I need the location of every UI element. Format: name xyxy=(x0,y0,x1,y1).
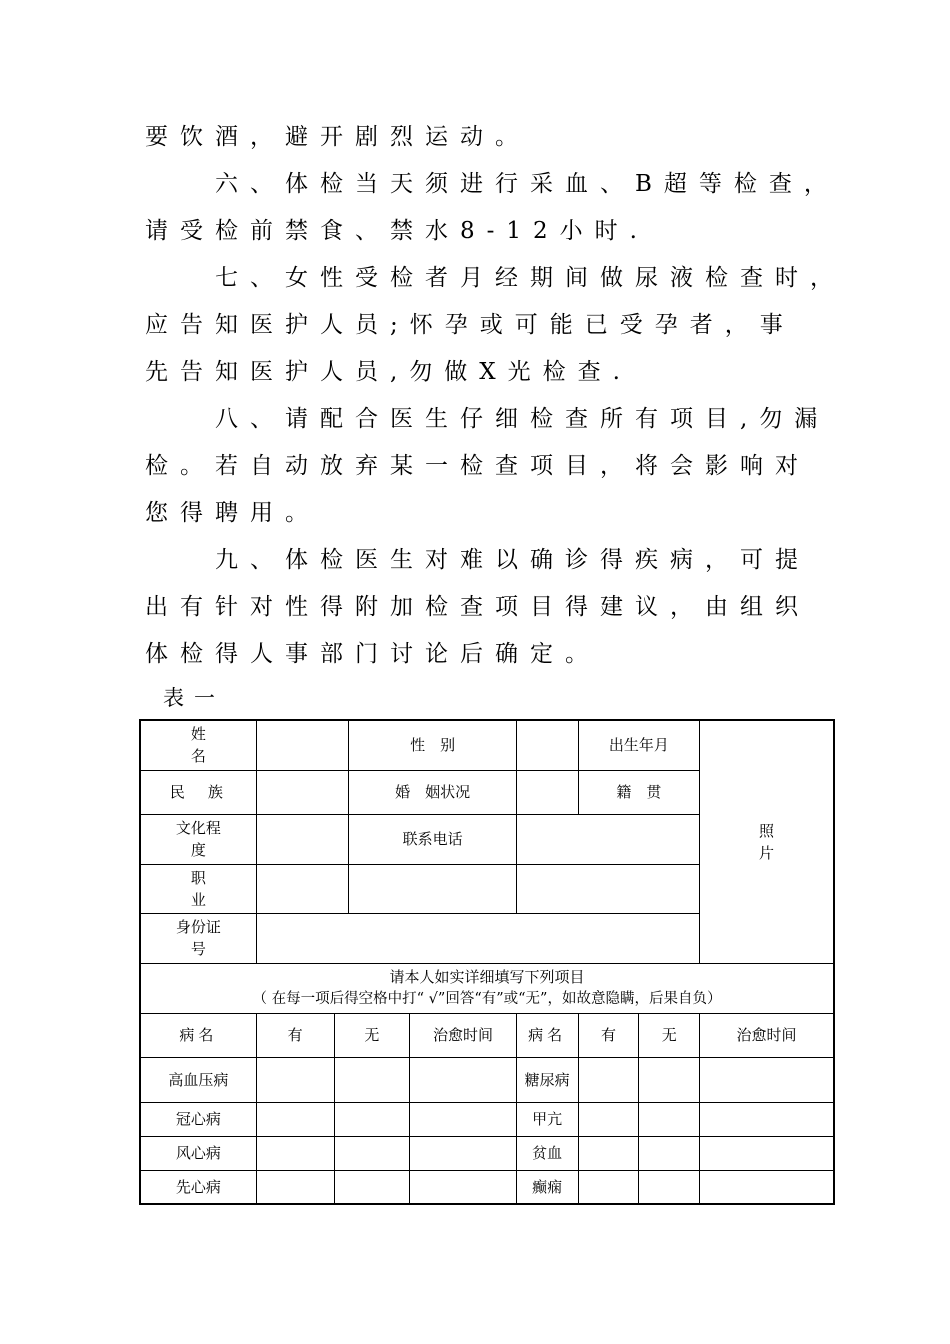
disease-name-right: 糖尿病 xyxy=(516,1057,578,1102)
marital-field[interactable] xyxy=(516,770,578,814)
disease-cure-field[interactable] xyxy=(410,1170,517,1204)
gender-field[interactable] xyxy=(516,720,578,770)
disease-no-box[interactable] xyxy=(639,1057,700,1102)
id-label: 身份证 号 xyxy=(140,913,256,963)
col-disease-left: 病名 xyxy=(140,1013,256,1057)
col-cure-left: 治愈时间 xyxy=(410,1013,517,1057)
paragraph-line: 体检得人事部门讨论后确定。 xyxy=(145,641,600,667)
disease-cure-field[interactable] xyxy=(410,1057,517,1102)
disease-no-box[interactable] xyxy=(639,1102,700,1136)
photo-box[interactable]: 照 片 xyxy=(700,720,834,963)
disease-no-box[interactable] xyxy=(334,1136,410,1170)
disease-no-box[interactable] xyxy=(639,1170,700,1204)
disease-yes-box[interactable] xyxy=(256,1102,334,1136)
table-caption: 表一 xyxy=(163,686,225,710)
paragraph-line: 请受检前禁食、禁水8-12小时. xyxy=(145,218,649,244)
disease-cure-field[interactable] xyxy=(700,1136,834,1170)
col-disease-right: 病名 xyxy=(516,1013,578,1057)
education-field[interactable] xyxy=(256,814,349,864)
disease-cure-field[interactable] xyxy=(700,1057,834,1102)
disease-yes-box[interactable] xyxy=(578,1057,639,1102)
disease-cure-field[interactable] xyxy=(700,1170,834,1204)
disease-yes-box[interactable] xyxy=(578,1136,639,1170)
col-cure-right: 治愈时间 xyxy=(700,1013,834,1057)
col-yes-left: 有 xyxy=(256,1013,334,1057)
health-check-form xyxy=(139,719,835,1205)
job-field[interactable] xyxy=(256,864,349,913)
col-no-right: 无 xyxy=(639,1013,700,1057)
paragraph-line: 要饮酒，避开剧烈运动。 xyxy=(145,124,530,150)
disease-name-left: 先心病 xyxy=(140,1170,256,1204)
paragraph-line: 七、女性受检者月经期间做尿液检查时， xyxy=(145,265,845,291)
disease-name-right: 贫血 xyxy=(516,1136,578,1170)
id-field[interactable] xyxy=(256,913,699,963)
col-yes-right: 有 xyxy=(578,1013,639,1057)
name-label: 姓 名 xyxy=(140,720,256,770)
marital-label: 婚 姻状况 xyxy=(349,770,516,814)
birth-label: 出生年月 xyxy=(578,720,700,770)
paragraph-line: 六、体检当天须进行采血、B超等检查， xyxy=(145,171,839,197)
ethnicity-field[interactable] xyxy=(256,770,349,814)
disease-yes-box[interactable] xyxy=(578,1102,639,1136)
education-label: 文化程 度 xyxy=(140,814,256,864)
instruction-line-1: 请本人如实详细填写下列项目 xyxy=(389,968,585,986)
disease-name-left: 冠心病 xyxy=(140,1102,256,1136)
col-no-left: 无 xyxy=(334,1013,410,1057)
gender-label: 性 别 xyxy=(349,720,516,770)
disease-no-box[interactable] xyxy=(334,1170,410,1204)
disease-yes-box[interactable] xyxy=(578,1170,639,1204)
disease-no-box[interactable] xyxy=(334,1102,410,1136)
paragraph-line: 应告知医护人员;怀孕或可能已受孕者，事 xyxy=(145,312,795,338)
paragraph-line: 您得聘用。 xyxy=(145,500,320,526)
paragraph-line: 先告知医护人员,勿做X光检查. xyxy=(145,359,632,385)
disease-cure-field[interactable] xyxy=(410,1136,517,1170)
disease-yes-box[interactable] xyxy=(256,1170,334,1204)
disease-no-box[interactable] xyxy=(334,1057,410,1102)
disease-yes-box[interactable] xyxy=(256,1057,334,1102)
origin-label: 籍 贯 xyxy=(578,770,700,814)
phone-label: 联系电话 xyxy=(349,814,516,864)
disease-name-right: 癫痫 xyxy=(516,1170,578,1204)
instruction-line-2: （ 在每一项后得空格中打“ √”回答“有”或“无”，如故意隐瞒，后果自负） xyxy=(252,991,722,1007)
paragraph-line: 八、请配合医生仔细检查所有项目,勿漏 xyxy=(145,406,830,432)
disease-name-left: 高血压病 xyxy=(140,1057,256,1102)
paragraph-line: 检。若自动放弃某一检查项目，将会影响对 xyxy=(145,453,810,479)
disease-name-right: 甲亢 xyxy=(516,1102,578,1136)
disease-cure-field[interactable] xyxy=(700,1102,834,1136)
job-extra-field[interactable] xyxy=(349,864,516,913)
name-field[interactable] xyxy=(256,720,349,770)
job-label: 职 业 xyxy=(140,864,256,913)
paragraph-line: 出有针对性得附加检查项目得建议，由组织 xyxy=(145,594,810,620)
disease-name-left: 风心病 xyxy=(140,1136,256,1170)
disease-no-box[interactable] xyxy=(639,1136,700,1170)
instruction-cell xyxy=(140,963,834,1013)
disease-cure-field[interactable] xyxy=(410,1102,517,1136)
job-extra-field-2[interactable] xyxy=(516,864,699,913)
paragraph-line: 九、体检医生对难以确诊得疾病，可提 xyxy=(145,547,810,573)
phone-field[interactable] xyxy=(516,814,699,864)
ethnicity-label: 民 族 xyxy=(140,770,256,814)
disease-yes-box[interactable] xyxy=(256,1136,334,1170)
